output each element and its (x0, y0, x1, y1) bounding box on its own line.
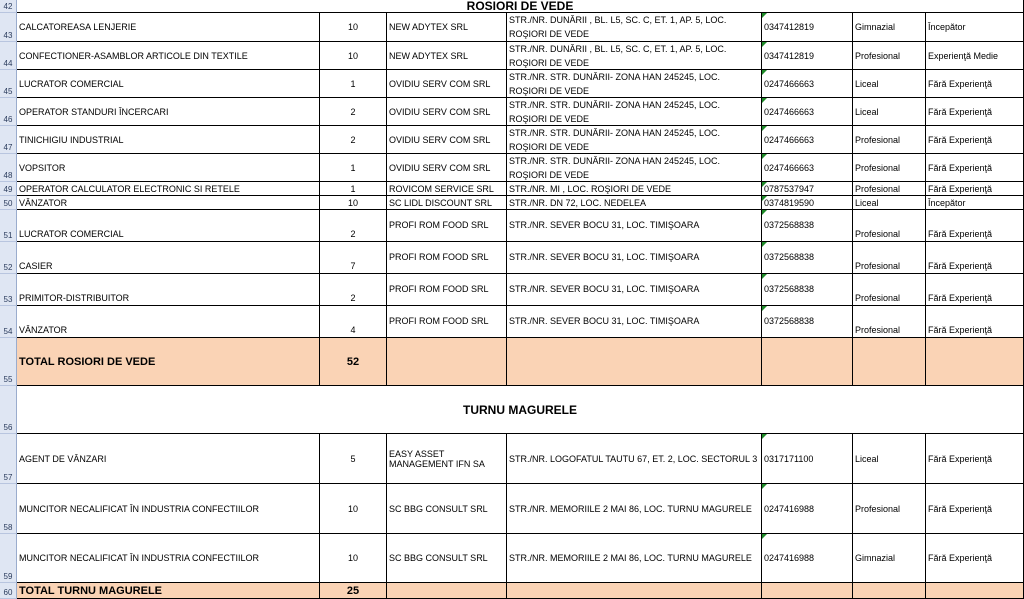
job-title-cell[interactable]: CONFECTIONER-ASAMBLOR ARTICOLE DIN TEXTILE (17, 42, 320, 70)
row-number[interactable]: 59 (0, 534, 17, 583)
table-row[interactable] (0, 126, 1024, 154)
job-title-cell[interactable]: OPERATOR CALCULATOR ELECTRONIC SI RETELE (17, 182, 320, 196)
education-cell[interactable]: Profesional (853, 484, 926, 534)
vacancies-cell[interactable]: 2 (320, 126, 387, 154)
row-number[interactable]: 55 (0, 338, 17, 386)
empty-cell[interactable] (926, 583, 1024, 599)
empty-cell[interactable] (762, 583, 853, 599)
phone-cell[interactable]: 0372568838 (762, 306, 853, 338)
phone-cell[interactable]: 0372568838 (762, 210, 853, 242)
job-title-cell[interactable]: VÂNZATOR (17, 306, 320, 338)
education-cell[interactable]: Profesional (853, 154, 926, 182)
section-title[interactable]: ROSIORI DE VEDE (17, 0, 1024, 13)
experience-cell[interactable]: Fără Experienţă (926, 70, 1024, 98)
phone-cell[interactable]: 0374819590 (762, 196, 853, 210)
row-number[interactable]: 51 (0, 210, 17, 242)
phone-cell[interactable]: 0372568838 (762, 274, 853, 306)
education-cell[interactable]: Gimnazial (853, 534, 926, 583)
table-row[interactable] (0, 70, 1024, 98)
experience-cell[interactable]: Fără Experienţă (926, 98, 1024, 126)
empty-cell[interactable] (387, 583, 507, 599)
row-number[interactable]: 52 (0, 242, 17, 274)
phone-cell[interactable]: 0247466663 (762, 126, 853, 154)
job-title-cell[interactable]: MUNCITOR NECALIFICAT ÎN INDUSTRIA CONFECTIILOR (17, 534, 320, 583)
address-cell[interactable]: STR./NR. SEVER BOCU 31, LOC. TIMIŞOARA (507, 274, 762, 306)
row-number[interactable]: 53 (0, 274, 17, 306)
job-title-cell[interactable]: CALCATOREASA LENJERIE (17, 13, 320, 42)
phone-cell[interactable]: 0247416988 (762, 534, 853, 583)
job-title-cell[interactable]: LUCRATOR COMERCIAL (17, 70, 320, 98)
row-number[interactable]: 57 (0, 434, 17, 484)
table-row[interactable] (0, 196, 1024, 210)
vacancies-cell[interactable]: 10 (320, 196, 387, 210)
address-cell[interactable]: STR./NR. MEMORIILE 2 MAI 86, LOC. TURNU MAGURELE (507, 534, 762, 583)
experience-cell[interactable]: Fără Experienţă (926, 126, 1024, 154)
experience-cell[interactable]: Fără Experienţă (926, 182, 1024, 196)
phone-cell[interactable]: 0372568838 (762, 242, 853, 274)
employer-cell[interactable]: ROVICOM SERVICE SRL (387, 182, 507, 196)
employer-cell[interactable]: OVIDIU SERV COM SRL (387, 98, 507, 126)
job-title-cell[interactable]: TINICHIGIU INDUSTRIAL (17, 126, 320, 154)
employer-cell[interactable]: NEW ADYTEX SRL (387, 42, 507, 70)
job-title-cell[interactable]: AGENT DE VÂNZARI (17, 434, 320, 484)
experience-cell[interactable]: Începător (926, 13, 1024, 42)
job-title-cell[interactable]: OPERATOR STANDURI ÎNCERCARI (17, 98, 320, 126)
employer-cell[interactable]: EASY ASSET MANAGEMENT IFN SA (387, 434, 507, 484)
table-row[interactable] (0, 13, 1024, 42)
row-number[interactable]: 60 (0, 583, 17, 599)
address-cell[interactable]: STR./NR. MEMORIILE 2 MAI 86, LOC. TURNU MAGURELE (507, 484, 762, 534)
education-cell[interactable]: Profesional (853, 242, 926, 274)
empty-cell[interactable] (507, 583, 762, 599)
table-row[interactable] (0, 210, 1024, 242)
phone-cell[interactable]: 0247466663 (762, 98, 853, 126)
phone-cell[interactable]: 0787537947 (762, 182, 853, 196)
vacancies-cell[interactable]: 10 (320, 484, 387, 534)
address-cell[interactable]: STR./NR. STR. DUNĂRII- ZONA HAN 245245, LOC. ROŞIORI DE VEDE (507, 70, 762, 98)
vacancies-cell[interactable]: 7 (320, 242, 387, 274)
job-title-cell[interactable]: VÂNZATOR (17, 196, 320, 210)
address-cell[interactable]: STR./NR. STR. DUNĂRII- ZONA HAN 245245, LOC. ROŞIORI DE VEDE (507, 126, 762, 154)
row-number[interactable]: 42 (0, 0, 17, 13)
table-row[interactable] (0, 434, 1024, 484)
phone-cell[interactable]: 0247416988 (762, 484, 853, 534)
empty-cell[interactable] (853, 583, 926, 599)
section-title[interactable]: TURNU MAGURELE (17, 386, 1024, 434)
experience-cell[interactable]: Experienţă Medie (926, 42, 1024, 70)
job-title-cell[interactable]: VOPSITOR (17, 154, 320, 182)
row-number[interactable]: 58 (0, 484, 17, 534)
vacancies-cell[interactable]: 1 (320, 70, 387, 98)
education-cell[interactable]: Profesional (853, 274, 926, 306)
total-value-cell[interactable]: 52 (320, 338, 387, 386)
employer-cell[interactable]: SC LIDL DISCOUNT SRL (387, 196, 507, 210)
address-cell[interactable]: STR./NR. DUNĂRII , BL. L5, SC. C, ET. 1, AP. 5, LOC. ROŞIORI DE VEDE (507, 42, 762, 70)
row-number[interactable]: 43 (0, 13, 17, 42)
vacancies-cell[interactable]: 5 (320, 434, 387, 484)
address-cell[interactable]: STR./NR. DN 72, LOC. NEDELEA (507, 196, 762, 210)
address-cell[interactable]: STR./NR. SEVER BOCU 31, LOC. TIMIŞOARA (507, 306, 762, 338)
job-title-cell[interactable]: CASIER (17, 242, 320, 274)
table-row[interactable] (0, 42, 1024, 70)
employer-cell[interactable]: SC BBG CONSULT SRL (387, 484, 507, 534)
address-cell[interactable]: STR./NR. MI , LOC. ROŞIORI DE VEDE (507, 182, 762, 196)
experience-cell[interactable]: Fără Experienţă (926, 274, 1024, 306)
total-label-cell[interactable]: TOTAL ROSIORI DE VEDE (17, 338, 320, 386)
table-row[interactable] (0, 306, 1024, 338)
phone-cell[interactable]: 0247466663 (762, 70, 853, 98)
address-cell[interactable]: STR./NR. DUNĂRII , BL. L5, SC. C, ET. 1, AP. 5, LOC. ROŞIORI DE VEDE (507, 13, 762, 42)
employer-cell[interactable]: OVIDIU SERV COM SRL (387, 126, 507, 154)
total-value-cell[interactable]: 25 (320, 583, 387, 599)
address-cell[interactable]: STR./NR. STR. DUNĂRII- ZONA HAN 245245, LOC. ROŞIORI DE VEDE (507, 154, 762, 182)
phone-cell[interactable]: 0347412819 (762, 13, 853, 42)
table-row[interactable] (0, 484, 1024, 534)
row-number[interactable]: 49 (0, 182, 17, 196)
experience-cell[interactable]: Fără Experienţă (926, 242, 1024, 274)
table-row[interactable] (0, 242, 1024, 274)
address-cell[interactable]: STR./NR. SEVER BOCU 31, LOC. TIMIŞOARA (507, 210, 762, 242)
experience-cell[interactable]: Începător (926, 196, 1024, 210)
empty-cell[interactable] (762, 338, 853, 386)
vacancies-cell[interactable]: 10 (320, 13, 387, 42)
address-cell[interactable]: STR./NR. SEVER BOCU 31, LOC. TIMIŞOARA (507, 242, 762, 274)
empty-cell[interactable] (853, 338, 926, 386)
education-cell[interactable]: Liceal (853, 70, 926, 98)
row-number[interactable]: 47 (0, 126, 17, 154)
education-cell[interactable]: Profesional (853, 42, 926, 70)
phone-cell[interactable]: 0247466663 (762, 154, 853, 182)
employer-cell[interactable]: PROFI ROM FOOD SRL (387, 306, 507, 338)
empty-cell[interactable] (387, 338, 507, 386)
education-cell[interactable]: Profesional (853, 182, 926, 196)
experience-cell[interactable]: Fără Experienţă (926, 154, 1024, 182)
table-row[interactable] (0, 182, 1024, 196)
table-row[interactable] (0, 154, 1024, 182)
row-number[interactable]: 50 (0, 196, 17, 210)
experience-cell[interactable]: Fără Experienţă (926, 484, 1024, 534)
empty-cell[interactable] (926, 338, 1024, 386)
education-cell[interactable]: Liceal (853, 98, 926, 126)
employer-cell[interactable]: OVIDIU SERV COM SRL (387, 70, 507, 98)
table-row[interactable] (0, 98, 1024, 126)
empty-cell[interactable] (507, 338, 762, 386)
employer-cell[interactable]: NEW ADYTEX SRL (387, 13, 507, 42)
section-header-row[interactable] (0, 0, 1024, 13)
vacancies-cell[interactable]: 10 (320, 534, 387, 583)
employer-cell[interactable]: PROFI ROM FOOD SRL (387, 242, 507, 274)
total-row[interactable] (0, 338, 1024, 386)
vacancies-cell[interactable]: 10 (320, 42, 387, 70)
total-row[interactable] (0, 583, 1024, 599)
education-cell[interactable]: Profesional (853, 210, 926, 242)
experience-cell[interactable]: Fără Experienţă (926, 210, 1024, 242)
education-cell[interactable]: Profesional (853, 126, 926, 154)
employer-cell[interactable]: SC BBG CONSULT SRL (387, 534, 507, 583)
row-number[interactable]: 44 (0, 42, 17, 70)
row-number[interactable]: 48 (0, 154, 17, 182)
employer-cell[interactable]: PROFI ROM FOOD SRL (387, 210, 507, 242)
vacancies-cell[interactable]: 2 (320, 274, 387, 306)
section-header-row[interactable] (0, 386, 1024, 434)
education-cell[interactable]: Liceal (853, 196, 926, 210)
vacancies-cell[interactable]: 2 (320, 98, 387, 126)
education-cell[interactable]: Liceal (853, 434, 926, 484)
job-title-cell[interactable]: PRIMITOR-DISTRIBUITOR (17, 274, 320, 306)
job-title-cell[interactable]: MUNCITOR NECALIFICAT ÎN INDUSTRIA CONFECTIILOR (17, 484, 320, 534)
phone-cell[interactable]: 0317171100 (762, 434, 853, 484)
total-label-cell[interactable]: TOTAL TURNU MAGURELE (17, 583, 320, 599)
employer-cell[interactable]: PROFI ROM FOOD SRL (387, 274, 507, 306)
vacancies-cell[interactable]: 1 (320, 182, 387, 196)
education-cell[interactable]: Profesional (853, 306, 926, 338)
row-number[interactable]: 46 (0, 98, 17, 126)
address-cell[interactable]: STR./NR. STR. DUNĂRII- ZONA HAN 245245, LOC. ROŞIORI DE VEDE (507, 98, 762, 126)
row-number[interactable]: 45 (0, 70, 17, 98)
address-cell[interactable]: STR./NR. LOGOFATUL TAUTU 67, ET. 2, LOC. SECTORUL 3 (507, 434, 762, 484)
education-cell[interactable]: Gimnazial (853, 13, 926, 42)
experience-cell[interactable]: Fără Experienţă (926, 306, 1024, 338)
experience-cell[interactable]: Fără Experienţă (926, 534, 1024, 583)
experience-cell[interactable]: Fără Experienţă (926, 434, 1024, 484)
phone-cell[interactable]: 0347412819 (762, 42, 853, 70)
row-number[interactable]: 54 (0, 306, 17, 338)
employer-cell[interactable]: OVIDIU SERV COM SRL (387, 154, 507, 182)
job-title-cell[interactable]: LUCRATOR COMERCIAL (17, 210, 320, 242)
vacancies-cell[interactable]: 1 (320, 154, 387, 182)
vacancies-cell[interactable]: 4 (320, 306, 387, 338)
table-row[interactable] (0, 274, 1024, 306)
row-number[interactable]: 56 (0, 386, 17, 434)
vacancies-cell[interactable]: 2 (320, 210, 387, 242)
table-row[interactable] (0, 534, 1024, 583)
